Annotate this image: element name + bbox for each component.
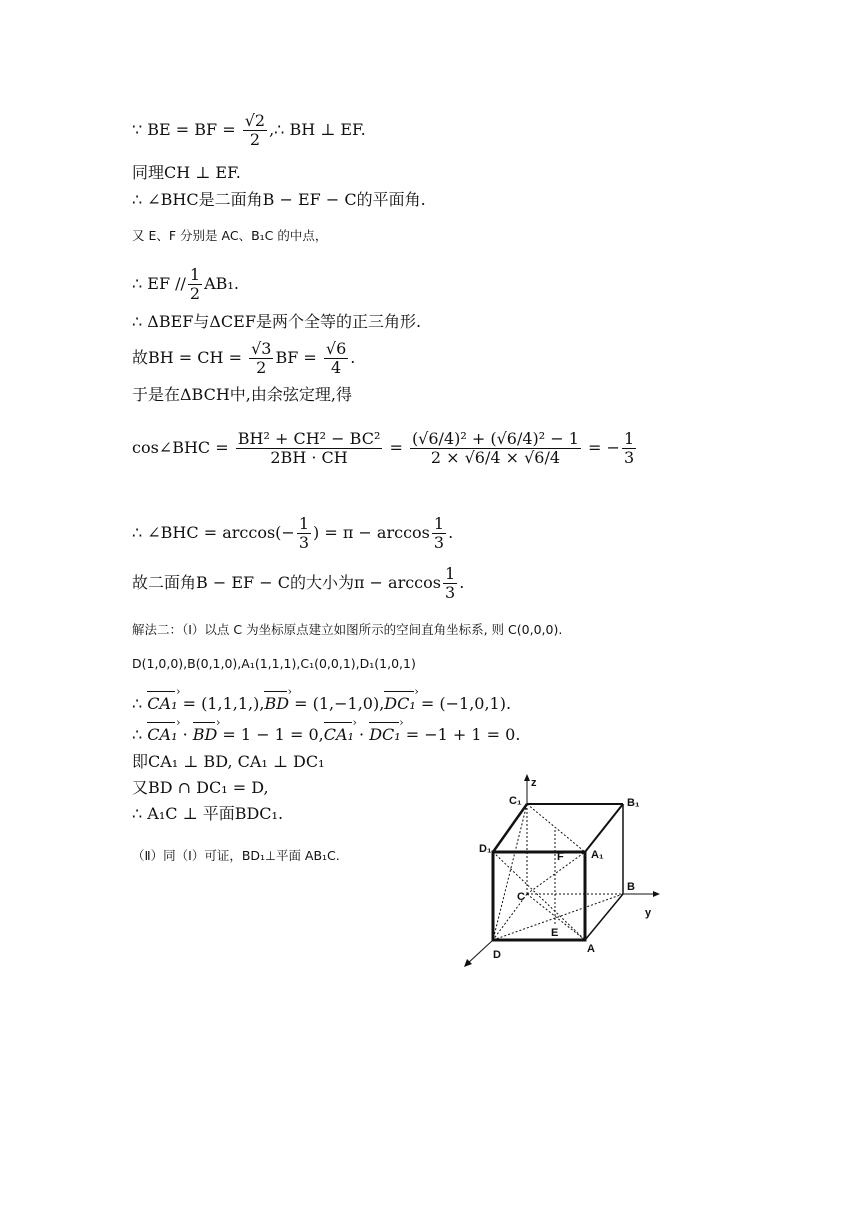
denominator: 3 (445, 583, 456, 602)
vector: DC₁ › (384, 694, 415, 714)
label-c1: C₁ (509, 795, 522, 807)
text: = (1,1,1,), (177, 694, 265, 713)
fraction (243, 112, 267, 149)
text: ,∴ BH ⊥ EF. (269, 120, 366, 139)
fraction (410, 430, 581, 467)
line-10 (132, 515, 453, 552)
line-5 (132, 266, 239, 303)
text: = (384, 438, 408, 457)
line-6: ∴ ΔBEF与ΔCEF是两个全等的正三角形. (132, 312, 422, 331)
line-15 (132, 725, 520, 745)
numerator: 1 (445, 564, 456, 583)
numerator: 1 (623, 429, 635, 448)
text: BF = (275, 348, 322, 367)
text: ∴ ∠BHC = arccos(− (132, 523, 295, 542)
numerator: 1 (189, 265, 201, 284)
denominator: 3 (433, 533, 445, 552)
fraction (432, 515, 446, 552)
line-2: 同理CH ⊥ EF. (132, 163, 241, 182)
text: 故二面角B − EF − C的大小为π − arccos (132, 573, 441, 592)
dot-operator: · (177, 725, 193, 744)
line-12: 解法二：（Ⅰ）以点 C 为坐标原点建立如图所示的空间直角坐标系, 则 C(0,0,0). (132, 622, 563, 637)
numerator: 1 (433, 514, 445, 533)
label-d1: D₁ (479, 843, 492, 855)
numerator: √3 (251, 339, 272, 358)
fraction (297, 515, 311, 552)
dot-operator: · (353, 725, 370, 744)
line-16: 即CA₁ ⊥ BD, CA₁ ⊥ DC₁ (132, 752, 325, 771)
line-18: ∴ A₁C ⊥ 平面BDC₁. (132, 804, 284, 823)
line-19: （Ⅱ）同（Ⅰ）可证，BD₁⊥平面 AB₁C. (132, 848, 340, 863)
label-d: D (493, 949, 501, 961)
text: . (448, 523, 454, 542)
vector: CA₁ › (324, 725, 354, 745)
numerator: 1 (298, 514, 309, 533)
text: . (350, 348, 356, 367)
therefore-symbol: ∴ (132, 725, 148, 744)
line-7 (132, 340, 355, 377)
fraction (622, 430, 636, 467)
cube-figure (455, 772, 675, 972)
numerator: BH² + CH² − BC² (237, 429, 381, 448)
text: ) = π − arccos (313, 523, 430, 542)
text: = (−1,0,1). (415, 694, 512, 713)
fraction (236, 430, 383, 467)
therefore-symbol: ∴ (132, 694, 148, 713)
line-4: 又 E、F 分别是 AC、B₁C 的中点， (132, 228, 328, 243)
text: = − (582, 438, 620, 457)
line-8: 于是在ΔBCH中,由余弦定理,得 (132, 385, 352, 404)
text: AB₁. (204, 274, 239, 293)
fraction (188, 266, 202, 303)
text: ∵ BE = BF = (132, 120, 241, 139)
text: cos∠BHC = (132, 438, 234, 457)
denominator: 3 (623, 448, 635, 467)
denominator: 4 (330, 358, 342, 377)
denominator: 2 (249, 130, 260, 149)
line-17: 又BD ∩ DC₁ = D, (132, 778, 269, 797)
numerator: √2 (244, 111, 266, 130)
fraction (324, 340, 348, 377)
denominator: 3 (298, 533, 309, 552)
line-13: D(1,0,0),B(0,1,0),A₁(1,1,1),C₁(0,0,1),D₁(1,0,1) (132, 656, 416, 671)
text: . (459, 573, 465, 592)
label-y: y (645, 907, 652, 919)
vector: CA₁ › (147, 694, 177, 714)
vector: DC₁ › (369, 725, 400, 745)
numerator: √6 (325, 339, 347, 358)
label-a: A (587, 943, 595, 955)
vector: CA₁ › (147, 725, 177, 745)
text: = −1 + 1 = 0. (400, 725, 521, 744)
label-e: E (551, 927, 559, 939)
line-14 (132, 694, 511, 714)
text: = 1 − 1 = 0, (217, 725, 324, 744)
label-b1: B₁ (627, 797, 640, 809)
line-3: ∴ ∠BHC是二面角B − EF − C的平面角. (132, 190, 426, 209)
fraction (249, 340, 273, 377)
vector: BD › (193, 725, 218, 745)
line-11 (132, 565, 464, 602)
denominator: 2 (256, 358, 267, 377)
label-f: F (557, 851, 564, 863)
label-a1: A₁ (591, 849, 604, 861)
label-c: C (517, 891, 525, 903)
vector: BD › (264, 694, 289, 714)
label-z: z (531, 777, 537, 789)
denominator: 2 (189, 284, 201, 303)
text: ∴ EF // (132, 274, 186, 293)
text: = (1,−1,0), (289, 694, 385, 713)
denominator: 2BH · CH (270, 448, 348, 467)
denominator: 2 × √6/4 × √6/4 (430, 448, 561, 467)
label-b: B (627, 881, 635, 893)
numerator: (√6/4)² + (√6/4)² − 1 (411, 429, 579, 448)
fraction (443, 565, 457, 602)
line-9 (132, 430, 638, 467)
line-1 (132, 112, 366, 149)
text: 故BH = CH = (132, 348, 248, 367)
